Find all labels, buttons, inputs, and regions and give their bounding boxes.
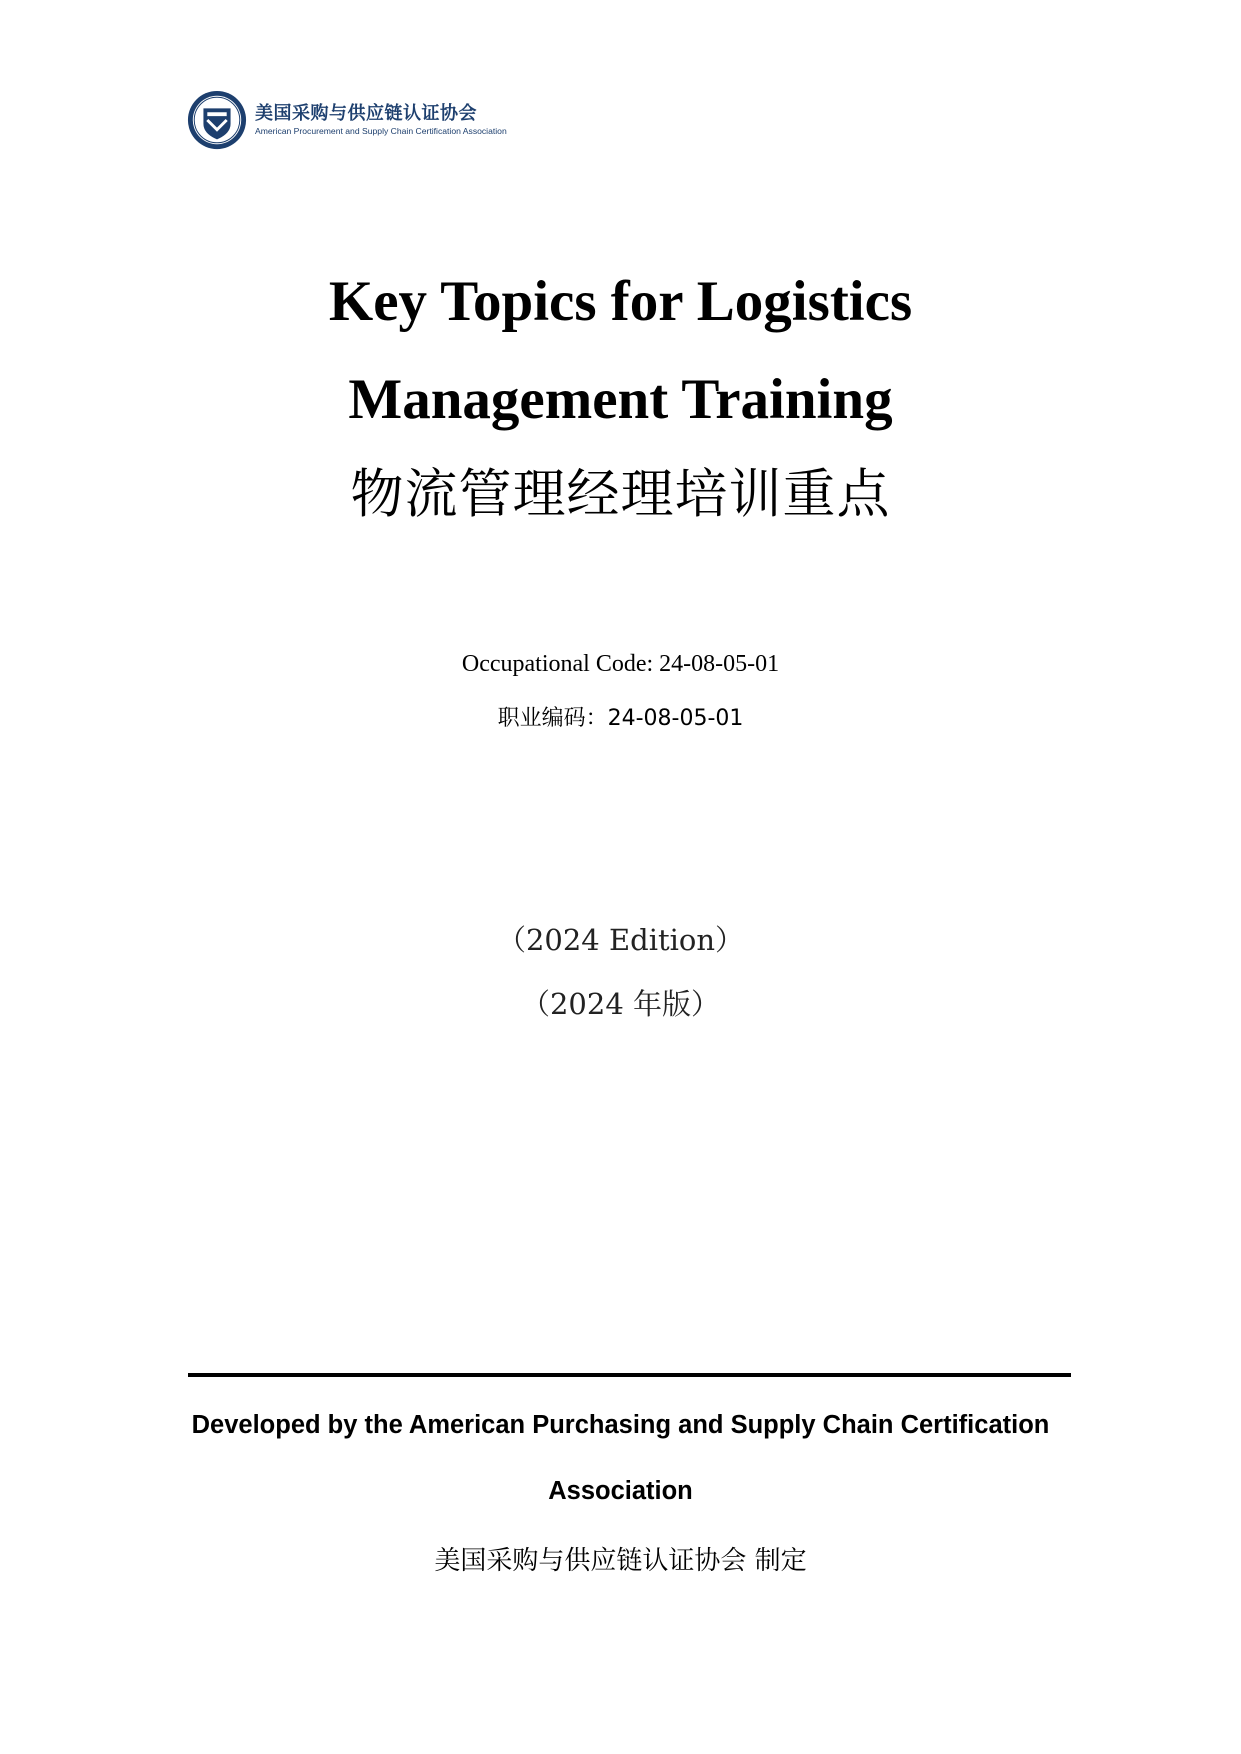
- edition-cn: （2024 年版）: [520, 987, 721, 1021]
- occupational-code-en: Occupational Code: 24-08-05-01: [461, 651, 780, 677]
- title-line-1: Key Topics for Logistics: [328, 270, 913, 333]
- edition-en: （2024 Edition）: [496, 923, 745, 957]
- footer-divider: [188, 1373, 1071, 1377]
- developer-line-1: Developed by the American Purchasing and Supply Chain Certification: [191, 1411, 1050, 1439]
- occupational-code-cn: 职业编码：24-08-05-01: [497, 706, 744, 731]
- org-name-en: American Procurement and Supply Chain Certification Association: [255, 126, 507, 136]
- title-line-cn: 物流管理经理培训重点: [350, 464, 891, 525]
- document-header: [186, 88, 507, 152]
- title-line-2: Management Training: [348, 368, 893, 431]
- developer-cn: 美国采购与供应链认证协会 制定: [434, 1546, 807, 1576]
- developer-line-2: Association: [548, 1477, 693, 1505]
- org-name-cn: 美国采购与供应链认证协会: [255, 103, 477, 124]
- association-seal-logo-icon: [186, 89, 248, 151]
